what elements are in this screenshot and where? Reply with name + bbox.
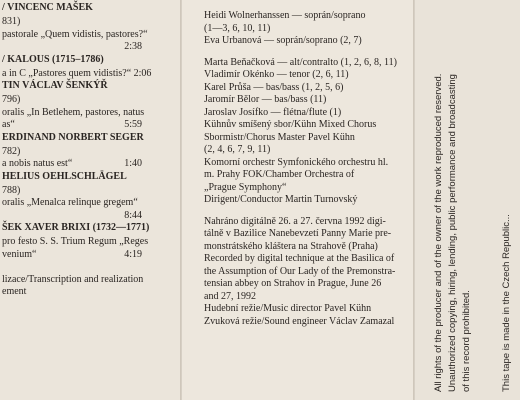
credit-line: (2, 4, 6, 7, 9, 11)	[204, 144, 271, 155]
track-duration: 1:40	[124, 158, 142, 169]
track-duration: 2:38	[124, 41, 142, 52]
track-duration: 4:19	[124, 248, 142, 260]
credit-line: Heidi Wolnerhanssen — soprán/soprano	[204, 10, 366, 21]
credit-line: Zvuková režie/Sound engineer Václav Zamazal	[204, 315, 395, 327]
credit-line: monstrátského kláštera na Strahově (Praha)	[204, 240, 378, 252]
tracklist-line: a nobis natus est“	[2, 158, 73, 169]
tracklist-line: ŠEK XAVER BRIXI (1732—1771)	[2, 222, 150, 233]
credit-line: Dirigent/Conductor Martin Turnovský	[204, 194, 358, 205]
tracklist-line: ERDINAND NORBERT SEGER	[2, 131, 144, 143]
credit-line: Nahráno digitálně 26. a 27. června 1992 digi-	[204, 215, 386, 227]
fold-line-left	[180, 0, 181, 400]
left-panel	[0, 0, 180, 400]
tracklist-line: as“	[2, 119, 15, 130]
credit-line: Eva Urbanová — soprán/soprano (2, 7)	[204, 35, 362, 46]
tracklist-line: pro festo S. S. Trium Regum „Reges	[2, 236, 149, 247]
tracklist-line: / VINCENC MAŠEK	[2, 2, 93, 13]
tracklist-line: oralis „Menalca relinque gregem“	[2, 197, 138, 208]
tracklist-line: 782)	[2, 145, 21, 157]
credit-line: the Assumption of Our Lady of the Premonstra-	[204, 265, 396, 277]
right-panel	[414, 0, 520, 400]
credit-line: and 27, 1992	[204, 290, 256, 302]
credit-line: Vladimír Okénko — tenor (2, 6, 11)	[204, 69, 349, 80]
credit-line: Sbormistr/Chorus Master Pavel Kühn	[204, 131, 355, 143]
tracklist-line: 788)	[2, 184, 21, 196]
copyright-notice-line: of this record prohibited.	[461, 290, 472, 392]
copyright-notice-line: All rights of the producer and of the owner of the work reproduced reserved.	[433, 73, 444, 392]
track-duration: 8:44	[124, 209, 142, 221]
credit-line: Komorní orchestr Symfonického orchestru hl.	[204, 156, 389, 168]
credit-line: Marta Beňačková — alt/contralto (1, 2, 6, 8, 11)	[204, 56, 397, 68]
tracklist-line: 831)	[2, 16, 21, 27]
credit-line: tensian abbey on Strahov in Prague, June 26	[204, 278, 382, 289]
tracklist-line: ement	[2, 286, 27, 297]
credit-line: Jaromír Bělor — bas/bass (11)	[204, 94, 327, 105]
credit-line: Karel Průša — bas/bass (1, 2, 5, 6)	[204, 81, 344, 93]
credit-line: Recorded by digital technique at the Basilica of	[204, 253, 395, 264]
credit-line: (1—3, 6, 10, 11)	[204, 22, 271, 34]
copyright-notice-line: Unauthorized copying, hiring, lending, public performance and broadcasting	[447, 74, 458, 392]
tracklist-line: TIN VÁCLAV ŠENKÝŘ	[2, 80, 108, 91]
tracklist-line: pastorale „Quem vidistis, pastores?“	[2, 28, 148, 40]
tracklist-line: / KALOUS (1715–1786)	[2, 53, 104, 65]
tracklist-line: 796)	[2, 94, 21, 105]
tracklist-line: HELIUS OEHLSCHLÄGEL	[2, 170, 127, 182]
credit-line: m. Prahy FOK/Chamber Orchestra of	[204, 169, 355, 180]
tracklist-line: lizace/Transcription and realization	[2, 273, 144, 285]
credit-line: Hudební režie/Music director Pavel Kühn	[204, 303, 372, 314]
credit-line: „Prague Symphony“	[204, 181, 287, 193]
tracklist-line: venium“	[2, 248, 37, 260]
credit-line: Kühnův smíšený sbor/Kühn Mixed Chorus	[204, 119, 377, 130]
credit-line: tálně v Bazilice Nanebevzetí Panny Marie pre-	[204, 228, 392, 239]
fold-line-right	[413, 0, 414, 400]
tracklist-line: oralis „In Betlehem, pastores, natus	[2, 106, 145, 118]
track-duration: 5:59	[124, 119, 142, 130]
tracklist-line: a in C „Pastores quem vidistis?“ 2:06	[2, 67, 152, 79]
edge-note: This tape is made in the Czech Republic...	[501, 214, 512, 392]
credit-line: Jaroslav Josífko — flétna/flute (1)	[204, 106, 342, 118]
middle-panel	[181, 0, 414, 400]
